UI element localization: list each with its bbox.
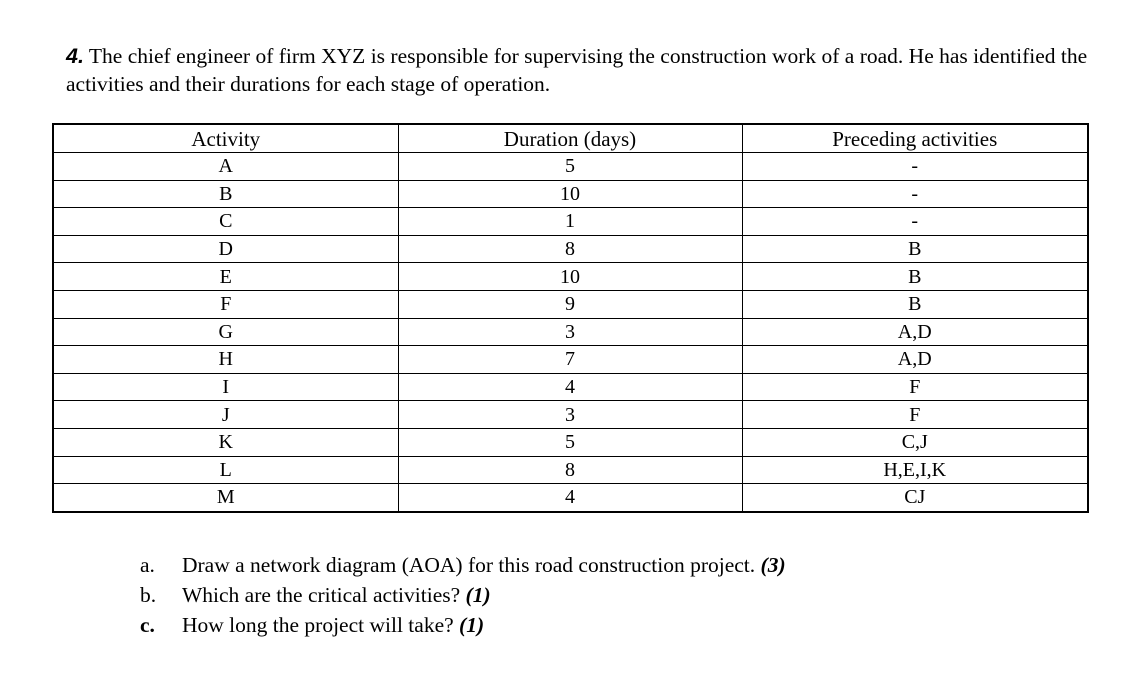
cell-preceding: -: [742, 153, 1088, 181]
cell-duration: 3: [398, 401, 742, 429]
subquestion-marker: a.: [140, 553, 155, 577]
table-row: [53, 428, 1088, 456]
cell-preceding: F: [742, 401, 1088, 429]
question-number: 4.: [66, 44, 84, 68]
cell-duration: 8: [398, 456, 742, 484]
subquestion-text: [182, 610, 484, 640]
cell-activity: J: [53, 401, 398, 429]
table-row: [53, 456, 1088, 484]
table-row: [53, 153, 1088, 181]
cell-activity: G: [53, 318, 398, 346]
subquestion-a: [140, 550, 786, 580]
cell-duration: 10: [398, 180, 742, 208]
subquestion-marker: b.: [140, 583, 157, 607]
table-row: [53, 318, 1088, 346]
cell-preceding: CJ: [742, 484, 1088, 512]
cell-preceding: A,D: [742, 318, 1088, 346]
cell-activity: E: [53, 263, 398, 291]
subquestion-text: [182, 550, 786, 580]
cell-activity: F: [53, 290, 398, 318]
subquestion-points: (1): [465, 583, 491, 607]
cell-preceding: B: [742, 235, 1088, 263]
table-header-row: [53, 124, 1088, 153]
subquestion-list: [140, 550, 786, 640]
cell-duration: 4: [398, 484, 742, 512]
table-row: [53, 346, 1088, 374]
cell-preceding: A,D: [742, 346, 1088, 374]
header-activity: Activity: [53, 124, 398, 153]
subquestion-prompt: Draw a network diagram (AOA) for this road construction project.: [182, 553, 761, 577]
cell-preceding: C,J: [742, 428, 1088, 456]
cell-preceding: F: [742, 373, 1088, 401]
subquestion-b: [140, 580, 786, 610]
header-preceding: Preceding activities: [742, 124, 1088, 153]
table-row: [53, 401, 1088, 429]
cell-activity: I: [53, 373, 398, 401]
table-row: [53, 484, 1088, 512]
cell-activity: K: [53, 428, 398, 456]
cell-preceding: B: [742, 263, 1088, 291]
subquestion-marker: c.: [140, 613, 155, 637]
question-text: [66, 42, 1106, 98]
cell-preceding: H,E,I,K: [742, 456, 1088, 484]
subquestion-prompt: How long the project will take?: [182, 613, 460, 637]
cell-preceding: B: [742, 290, 1088, 318]
cell-preceding: -: [742, 208, 1088, 236]
table-body: [53, 153, 1088, 512]
table-row: [53, 208, 1088, 236]
cell-activity: B: [53, 180, 398, 208]
cell-activity: M: [53, 484, 398, 512]
cell-duration: 10: [398, 263, 742, 291]
table-row: [53, 235, 1088, 263]
cell-activity: C: [53, 208, 398, 236]
table-row: [53, 263, 1088, 291]
activity-table: [52, 123, 1089, 513]
subquestion-prompt: Which are the critical activities?: [182, 583, 466, 607]
cell-duration: 8: [398, 235, 742, 263]
cell-duration: 9: [398, 290, 742, 318]
cell-activity: H: [53, 346, 398, 374]
subquestion-c: [140, 610, 786, 640]
question-body: The chief engineer of firm XYZ is responsible for supervising the construction work of a road. He has identified the activities and their durations for each stage of operation.: [66, 44, 1088, 96]
cell-preceding: -: [742, 180, 1088, 208]
cell-activity: L: [53, 456, 398, 484]
cell-duration: 5: [398, 428, 742, 456]
table-row: [53, 290, 1088, 318]
cell-activity: A: [53, 153, 398, 181]
cell-duration: 5: [398, 153, 742, 181]
cell-duration: 4: [398, 373, 742, 401]
subquestion-text: [182, 580, 491, 610]
cell-duration: 1: [398, 208, 742, 236]
subquestion-points: (3): [760, 553, 786, 577]
cell-duration: 3: [398, 318, 742, 346]
header-duration: Duration (days): [398, 124, 742, 153]
subquestion-points: (1): [459, 613, 485, 637]
table-row: [53, 180, 1088, 208]
cell-duration: 7: [398, 346, 742, 374]
cell-activity: D: [53, 235, 398, 263]
table-row: [53, 373, 1088, 401]
